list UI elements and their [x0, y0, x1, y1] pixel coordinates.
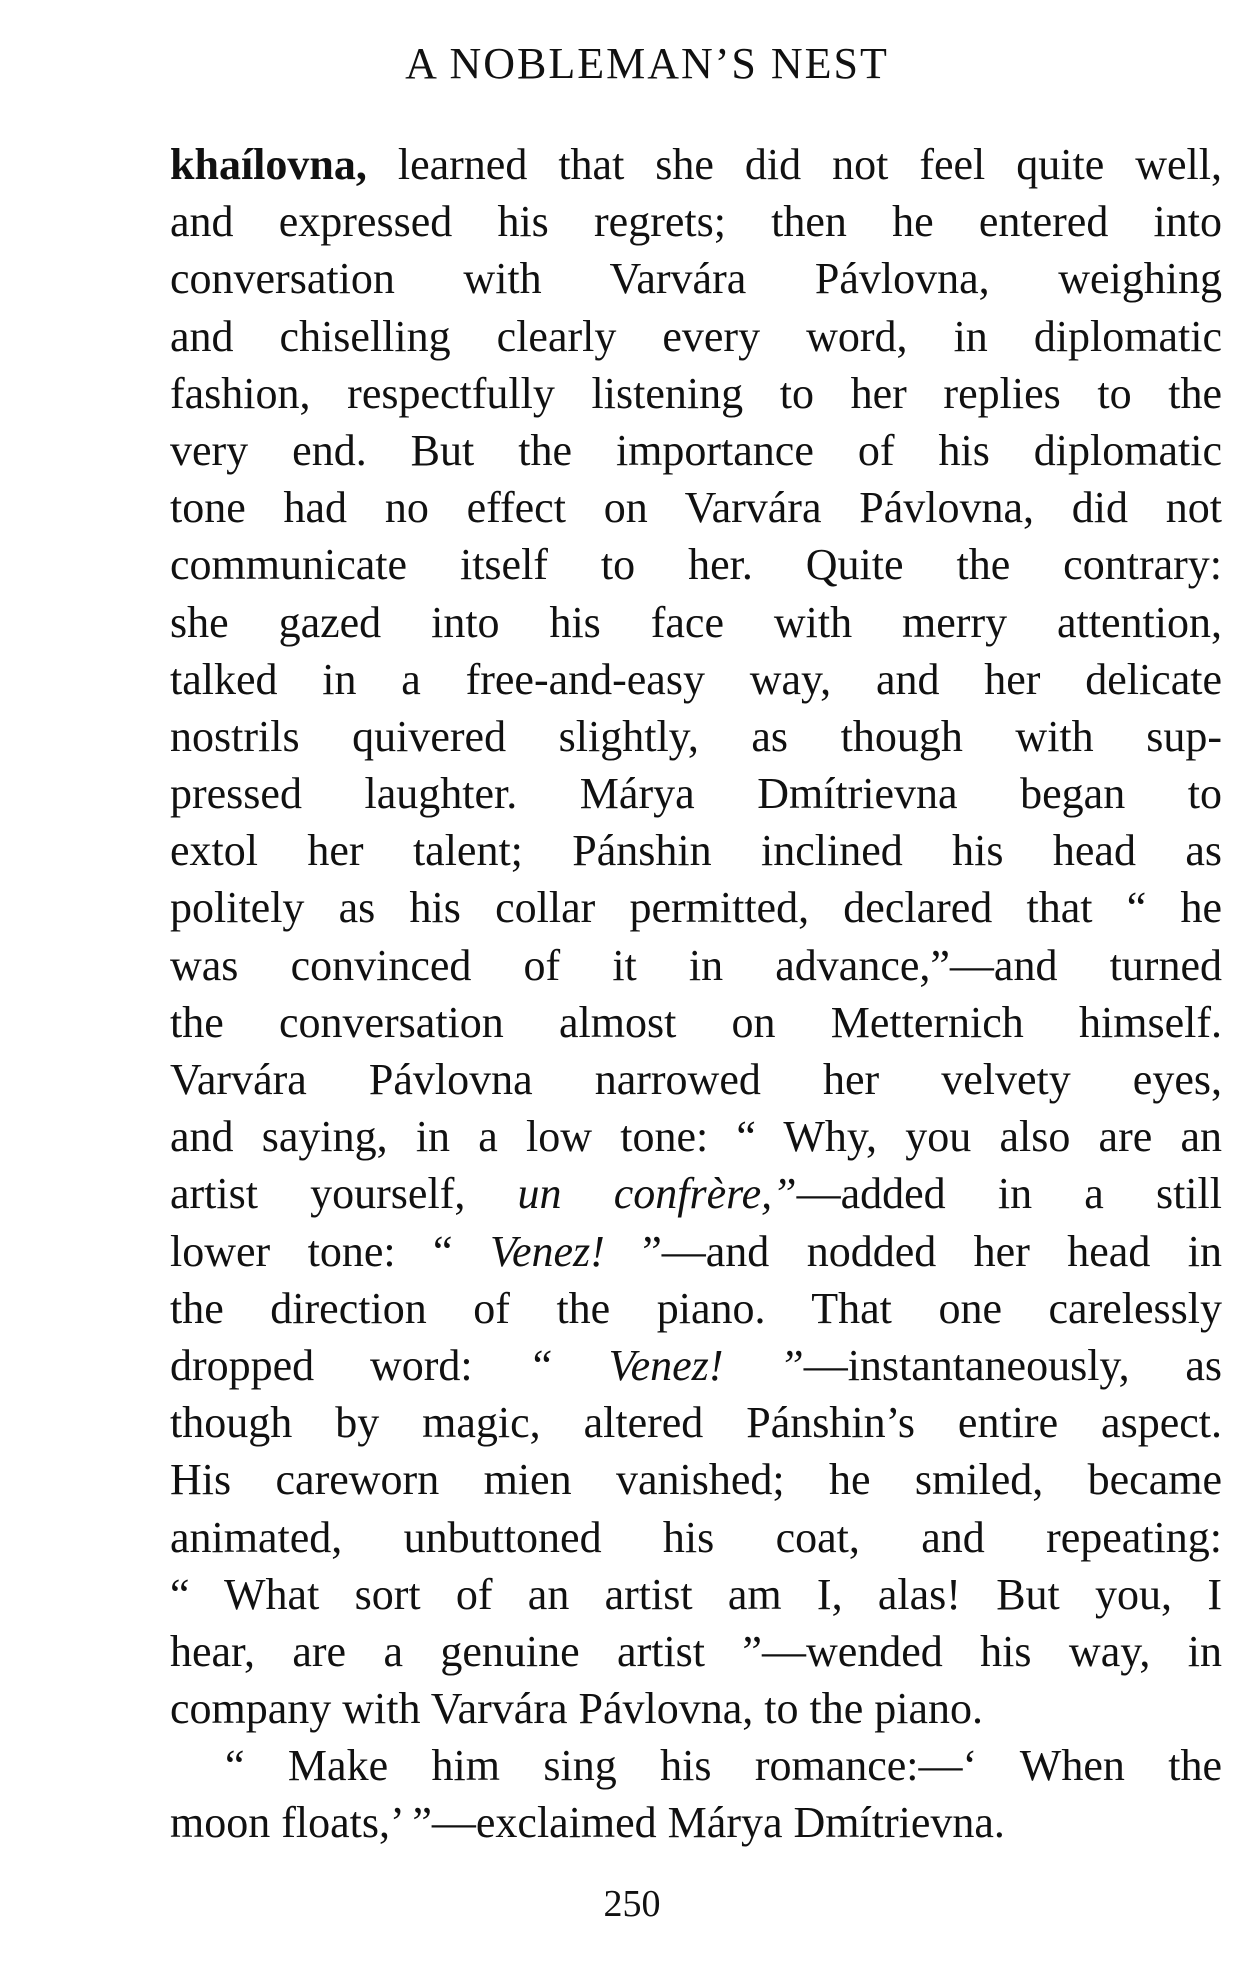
text-segment: artist yourself, — [170, 1169, 518, 1219]
text-line: the direction of the piano. That one carelessly — [170, 1283, 1222, 1333]
page-number: 250 — [603, 1883, 661, 1925]
text-line: His careworn mien vanished; he smiled, became — [170, 1455, 1222, 1505]
running-title: A NOBLEMAN’S NEST — [405, 39, 889, 88]
text-line: hear, are a genuine artist ”—wended his way, in — [170, 1626, 1222, 1676]
text-line-italic-phrase — [170, 1223, 1222, 1280]
text-line-italic-phrase — [170, 1337, 1222, 1394]
text-segment: lower tone: “ — [170, 1226, 490, 1276]
text-line-italic-phrase — [170, 1165, 1222, 1222]
text-segment: ”—and nodded her head in — [604, 1226, 1222, 1276]
text-segment: —added in a still — [796, 1169, 1222, 1219]
text-line: fashion, respectfully listening to her replies to the — [170, 368, 1222, 418]
italic-phrase: Venez! — [489, 1226, 605, 1276]
text-line: and chiselling clearly every word, in diplomatic — [170, 311, 1222, 361]
text-line: nostrils quivered slightly, as though with sup- — [170, 711, 1222, 761]
text-line: was convinced of it in advance,”—and turned — [170, 940, 1222, 990]
text-line: she gazed into his face with merry attention, — [170, 597, 1222, 647]
text-line: pressed laughter. Márya Dmítrievna began to — [170, 769, 1222, 819]
bold-word: khaílovna, — [170, 140, 367, 189]
text-line: the conversation almost on Metternich himself. — [170, 997, 1222, 1047]
text-line — [170, 136, 1222, 193]
text-line: and expressed his regrets; then he entered into — [170, 197, 1222, 247]
text-line: “ What sort of an artist am I, alas! But you, I — [170, 1569, 1222, 1619]
text-line: conversation with Varvára Pávlovna, weighing — [170, 254, 1222, 304]
text-line: animated, unbuttoned his coat, and repeating: — [170, 1512, 1222, 1562]
paragraph-start-line: “ Make him sing his romance:—‘ When the — [225, 1741, 1222, 1791]
text-segment: —instantaneously, as — [803, 1340, 1222, 1390]
text-line: though by magic, altered Pánshin’s entire aspect. — [170, 1398, 1222, 1448]
text-line: communicate itself to her. Quite the contrary: — [170, 540, 1222, 590]
text-segment: dropped word: — [170, 1340, 529, 1390]
text-line: talked in a free-and-easy way, and her delicate — [170, 654, 1222, 704]
text-line: moon floats,’ ”—exclaimed Márya Dmítrievna. — [170, 1798, 1005, 1848]
text-line: politely as his collar permitted, declared that “ he — [170, 883, 1222, 933]
text-line: Varvára Pávlovna narrowed her velvety eyes, — [170, 1055, 1222, 1104]
text-segment: learned that she did not feel quite well, — [366, 140, 1222, 189]
body-text — [170, 136, 1222, 1852]
text-line: very end. But the importance of his diplomatic — [170, 425, 1222, 475]
italic-phrase: un confrère,” — [517, 1169, 797, 1219]
text-line: and saying, in a low tone: “ Why, you also are an — [170, 1112, 1222, 1162]
text-line: tone had no effect on Varvára Pávlovna, did not — [170, 483, 1222, 533]
text-line: extol her talent; Pánshin inclined his head as — [170, 826, 1222, 876]
italic-phrase: “ Venez! ” — [528, 1340, 804, 1390]
text-line: company with Varvára Pávlovna, to the piano. — [170, 1684, 983, 1734]
